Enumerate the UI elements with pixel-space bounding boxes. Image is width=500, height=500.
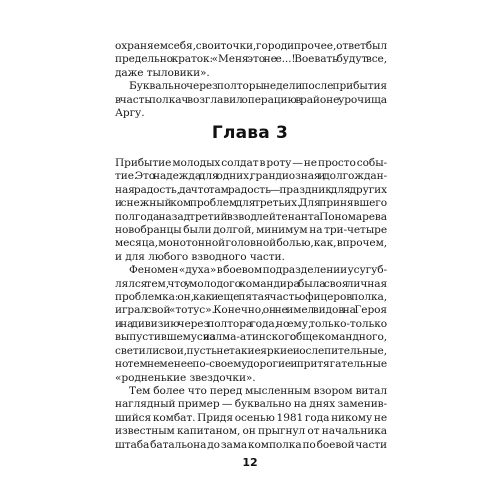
paragraph bbox=[115, 385, 387, 452]
text-line: Тем более что перед мысленным взором витал bbox=[129, 384, 387, 397]
text-line: Прибытие молодых солдат в роту — не просто собы- bbox=[115, 157, 388, 169]
text-line: играл свой «тотус». Конечно, он не имел видов на Героя bbox=[115, 304, 387, 317]
text-line: штаба батальона до зама комполка по боевой части bbox=[115, 438, 387, 451]
text-line: наглядный пример — буквально на днях заменив- bbox=[115, 398, 387, 411]
text-line: Буквально через полторы недели после прибытия bbox=[129, 80, 387, 93]
text-line: выпустившемуся из алма-атинского общекомандного, bbox=[115, 331, 387, 344]
text-line: ная радость, да что там радость — праздник для других bbox=[115, 183, 388, 196]
text-line: проблемка: он, как и еще пятая часть офицеров полка, bbox=[115, 291, 388, 304]
text-line: полгода назад третий взвод лейтенанта Пономарева bbox=[115, 210, 388, 223]
text-line: но тем не менее по-своему дорогие и притягательные bbox=[115, 358, 387, 371]
text-line: новобранцы были долгой, минимум на три-четыре bbox=[115, 224, 387, 237]
paragraph bbox=[115, 157, 387, 264]
paragraph bbox=[115, 80, 387, 120]
text-line: светили свои, пусть не такие яркие и ослепительные, bbox=[115, 344, 387, 357]
paragraph bbox=[115, 40, 387, 80]
text-line: в часть полкач возглавил операцию в районе урочища bbox=[115, 93, 387, 106]
text-line: даже тыловики». bbox=[115, 66, 210, 79]
page-number: 12 bbox=[242, 456, 258, 469]
text-line: охраняем себя, свои точки, город и прочее, ответ был bbox=[115, 40, 388, 52]
text-line: «родненькие звездочки». bbox=[115, 371, 256, 384]
text-line: тие. Это надежда для одних, грандиозная и долгождан- bbox=[115, 170, 388, 183]
text-line: шийся комбат. Придя осенью 1981 года никому не bbox=[115, 411, 388, 424]
text-line: лялся тем, что у молодого командира была своя личная bbox=[115, 277, 388, 290]
text-line: месяца, монотонной головной болью, как, впрочем, bbox=[115, 237, 387, 250]
text-line: и для любого взводного части. bbox=[115, 250, 285, 263]
text-line: и на дивизию через полтора года, но ему, только-только bbox=[115, 317, 387, 330]
main-text-block bbox=[115, 157, 387, 452]
top-text-block bbox=[115, 40, 387, 120]
text-line: Аргу. bbox=[115, 107, 145, 120]
chapter-title: Глава 3 bbox=[211, 123, 289, 143]
text-line: предельно краток: «Меня это не е...! Воевать будут все, bbox=[115, 53, 387, 66]
text-line: Феномен «духа» в боевом подразделении усугуб- bbox=[129, 264, 387, 277]
text-line: и снежный ком проблем для третьих. Для принявшего bbox=[115, 197, 388, 210]
text-line: известным капитаном, он прыгнул от начальника bbox=[115, 425, 387, 438]
paragraph bbox=[115, 264, 387, 385]
